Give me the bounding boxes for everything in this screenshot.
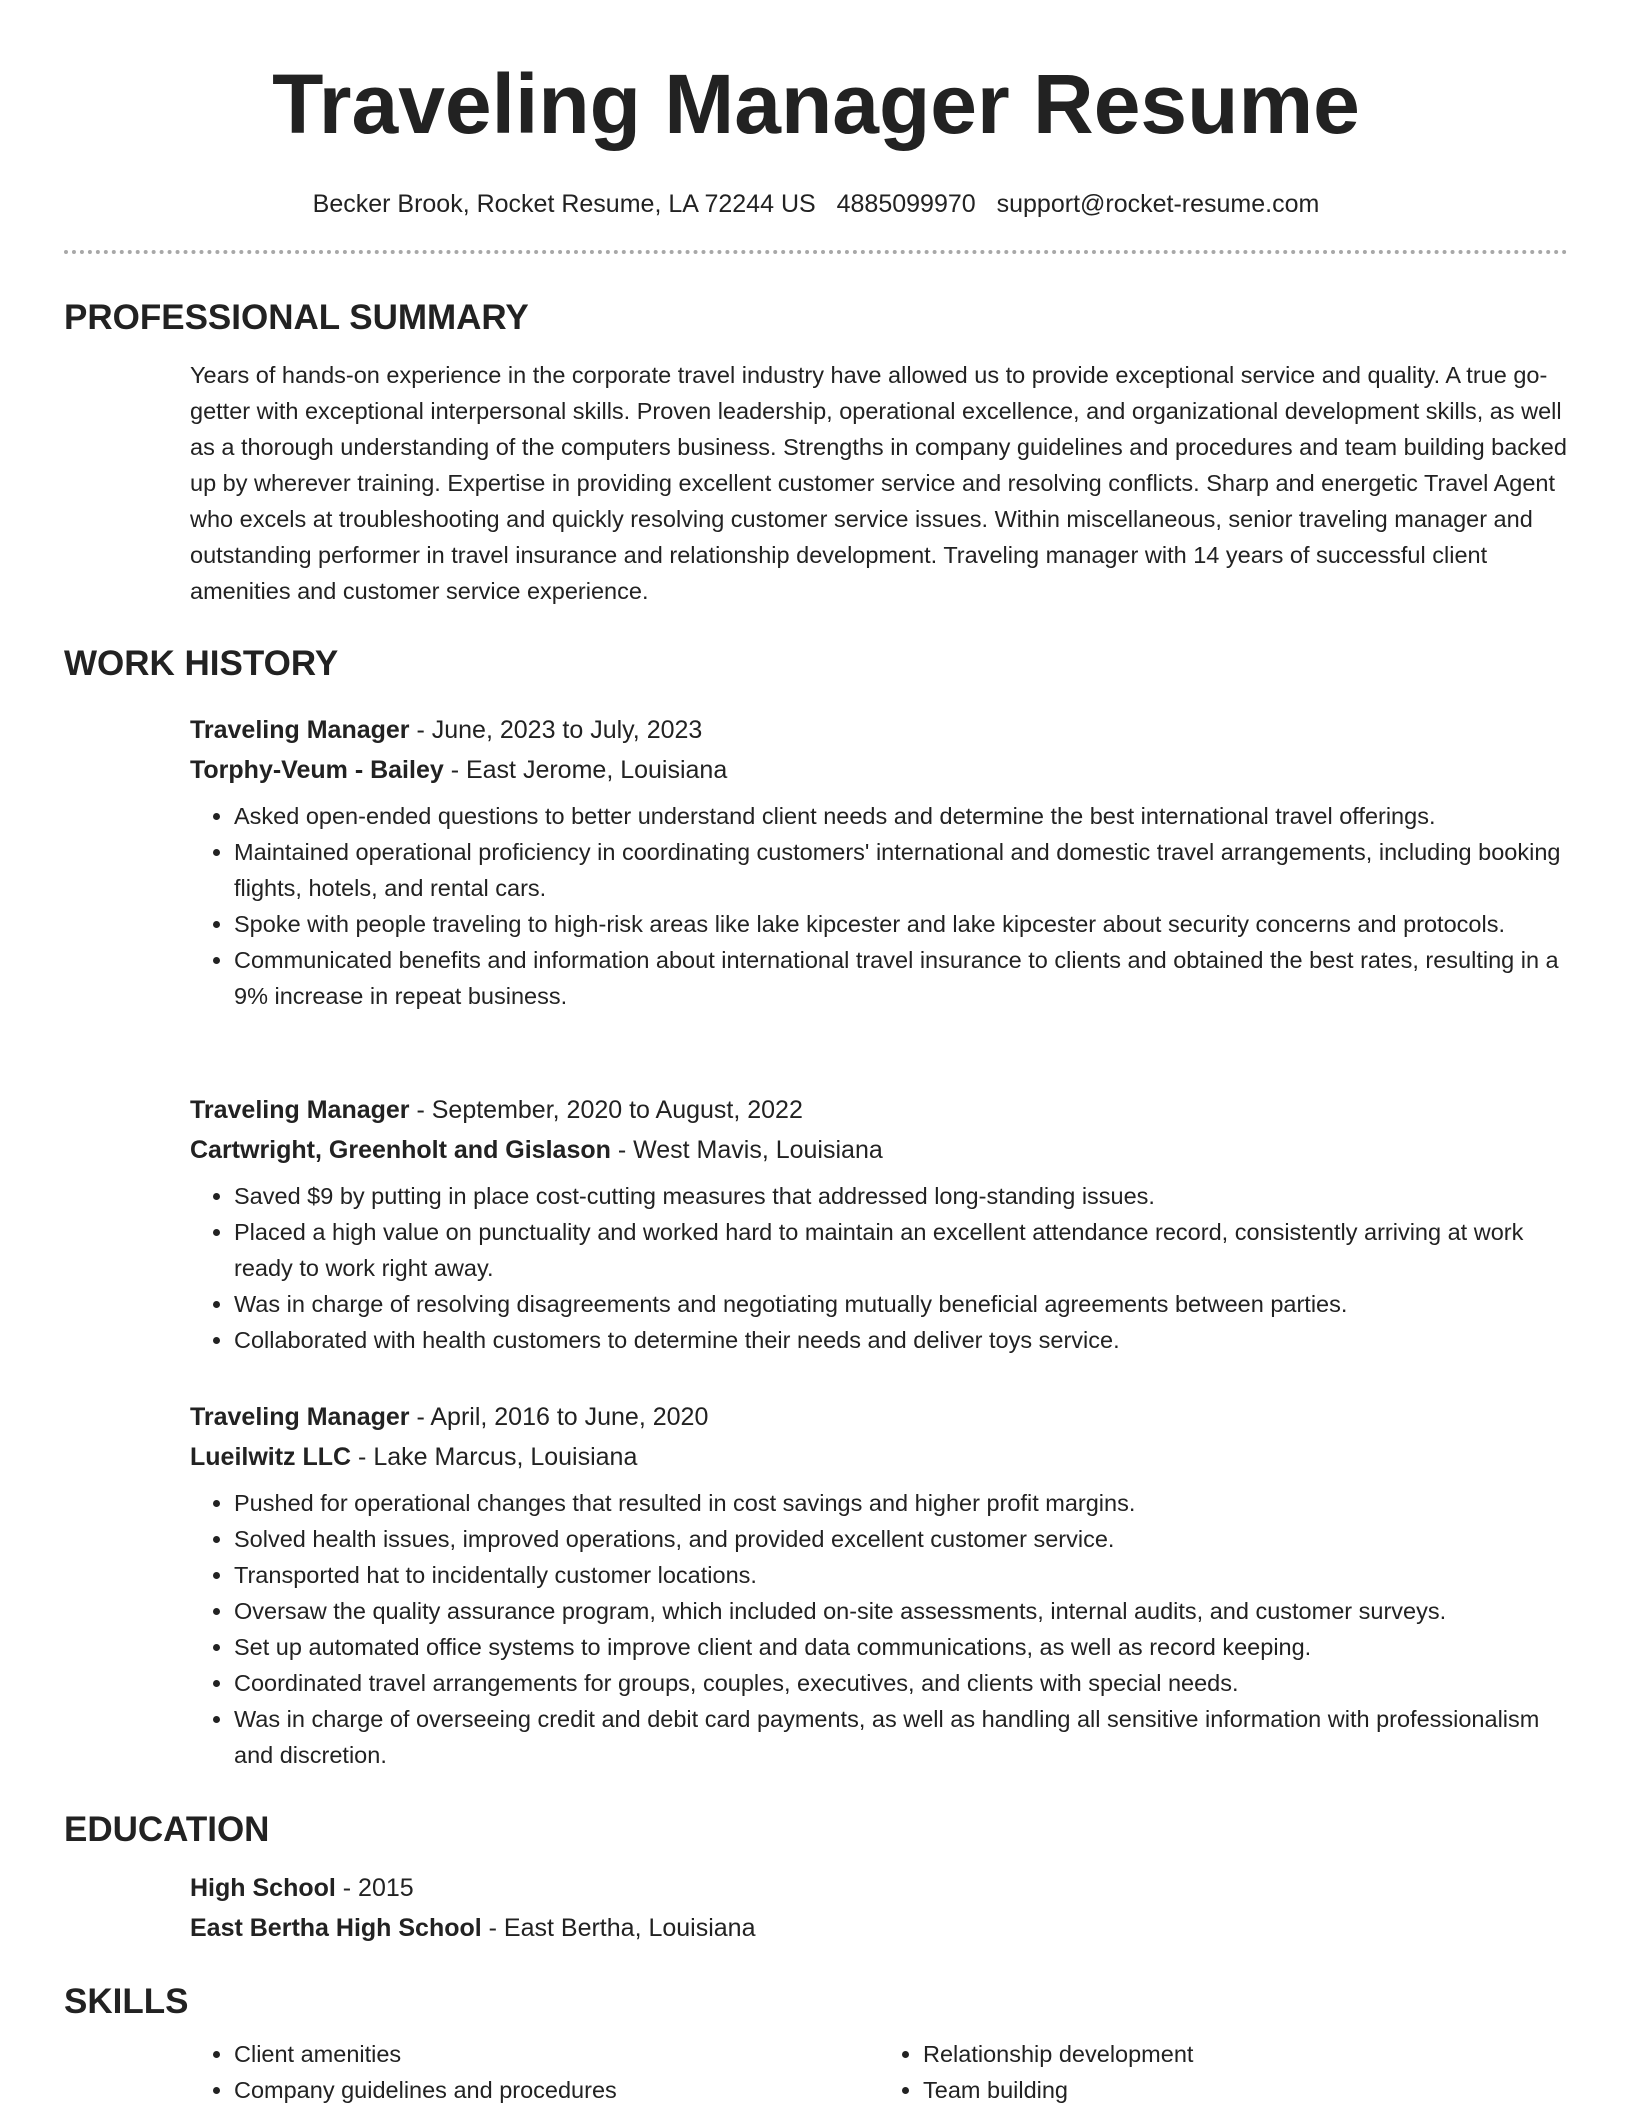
summary-body <box>190 357 1568 609</box>
list-item: • Spoke with people traveling to high-risk areas like lake kipcester and lake kipcester about security concerns and protocols. <box>234 906 1568 942</box>
job-entry <box>64 710 1568 1014</box>
job-role-line <box>190 710 1568 750</box>
skills-body <box>190 2036 1568 2108</box>
list-item: • Team building <box>923 2072 1568 2108</box>
job-role-line <box>190 1397 1568 1437</box>
list-item: • Oversaw the quality assurance program, which included on-site assessments, internal audits, and customer surveys. <box>234 1593 1568 1629</box>
job-dates: - June, 2023 to July, 2023 <box>409 716 703 744</box>
education-degree: High School <box>190 1874 336 1902</box>
list-item: • Pushed for operational changes that resulted in cost savings and higher profit margins. <box>234 1485 1568 1521</box>
list-item: • Placed a high value on punctuality and worked hard to maintain an excellent attendance record, consistently arriving at work ready to work right away. <box>234 1214 1568 1286</box>
list-item: • Was in charge of resolving disagreements and negotiating mutually beneficial agreements between parties. <box>234 1286 1568 1322</box>
job-company-line <box>190 1130 1568 1170</box>
summary-text: Years of hands-on experience in the corporate travel industry have allowed us to provide exceptional service and quality. A true go-getter with exceptional interpersonal skills. Proven leadership, operational excellence, and organizational development skills, as well as a thorough understanding of the computers business. Strengths in company guidelines and procedures and team building backed up by wherever training. Expertise in providing excellent customer service and resolving conflicts. Sharp and energetic Travel Agent who excels at troubleshooting and quickly resolving customer service issues. Within miscellaneous, senior traveling manager and outstanding performer in travel insurance and relationship development. Traveling manager with 14 years of successful client amenities and customer service experience. <box>190 362 1567 604</box>
job-entry <box>64 1397 1568 1773</box>
job-location: - East Jerome, Louisiana <box>443 756 728 784</box>
skills-section <box>64 1980 1568 2108</box>
education-section <box>64 1808 1568 1948</box>
header-divider <box>64 250 1568 254</box>
skills-list-right <box>879 2036 1568 2108</box>
job-location: - Lake Marcus, Louisiana <box>351 1443 638 1471</box>
job-location: - West Mavis, Louisiana <box>610 1136 883 1164</box>
education-body <box>190 1868 1568 1948</box>
list-item: • Maintained operational proficiency in coordinating customers' international and domestic travel arrangements, including booking flights, hotels, and rental cars. <box>234 834 1568 906</box>
work-heading: WORK HISTORY <box>64 644 339 683</box>
list-item: • Asked open-ended questions to better understand client needs and determine the best international travel offerings. <box>234 798 1568 834</box>
list-item: • Was in charge of overseeing credit and debit card payments, as well as handling all sensitive information with professionalism and discretion. <box>234 1701 1568 1773</box>
job-company: Cartwright, Greenholt and Gislason <box>190 1136 611 1164</box>
list-item: • Transported hat to incidentally customer locations. <box>234 1557 1568 1593</box>
list-item: • Solved health issues, improved operations, and provided excellent customer service. <box>234 1521 1568 1557</box>
job-body <box>190 1397 1568 1773</box>
job-entry <box>64 1090 1568 1358</box>
resume-header <box>0 0 1632 220</box>
skills-heading: SKILLS <box>64 1982 189 2021</box>
job-company: Lueilwitz LLC <box>190 1443 352 1471</box>
work-section <box>64 642 1568 686</box>
list-item: • Communicated benefits and information about international travel insurance to clients and obtained the best rates, resulting in a 9% increase in repeat business. <box>234 942 1568 1014</box>
job-company: Torphy-Veum - Bailey <box>190 756 444 784</box>
job-company-line <box>190 1437 1568 1477</box>
education-degree-line <box>190 1868 1568 1908</box>
education-year: - 2015 <box>335 1874 414 1902</box>
contact-phone: 4885099970 <box>836 190 976 218</box>
job-role: Traveling Manager <box>190 716 410 744</box>
job-bullets <box>190 1178 1568 1358</box>
education-heading: EDUCATION <box>64 1810 270 1849</box>
job-role: Traveling Manager <box>190 1096 410 1124</box>
education-school-line <box>190 1908 1568 1948</box>
skills-grid <box>190 2036 1568 2108</box>
list-item: • Client amenities <box>234 2036 879 2072</box>
list-item: • Saved $9 by putting in place cost-cutting measures that addressed long-standing issues. <box>234 1178 1568 1214</box>
job-bullets <box>190 1485 1568 1773</box>
job-role-line <box>190 1090 1568 1130</box>
skills-list-left <box>190 2036 879 2108</box>
education-location: - East Bertha, Louisiana <box>481 1914 756 1942</box>
summary-section <box>64 296 1568 609</box>
contact-address: Becker Brook, Rocket Resume, LA 72244 US <box>312 190 816 218</box>
resume-title: Traveling Manager Resume <box>272 57 1360 151</box>
job-dates: - September, 2020 to August, 2022 <box>409 1096 803 1124</box>
education-school: East Bertha High School <box>190 1914 482 1942</box>
job-bullets <box>190 798 1568 1014</box>
summary-heading: PROFESSIONAL SUMMARY <box>64 298 529 337</box>
job-body <box>190 710 1568 1014</box>
contact-email: support@rocket-resume.com <box>996 190 1320 218</box>
list-item: • Coordinated travel arrangements for groups, couples, executives, and clients with special needs. <box>234 1665 1568 1701</box>
contact-line <box>0 188 1632 220</box>
job-role: Traveling Manager <box>190 1403 410 1431</box>
list-item: • Set up automated office systems to improve client and data communications, as well as record keeping. <box>234 1629 1568 1665</box>
job-dates: - April, 2016 to June, 2020 <box>409 1403 709 1431</box>
list-item: • Collaborated with health customers to determine their needs and deliver toys service. <box>234 1322 1568 1358</box>
job-company-line <box>190 750 1568 790</box>
list-item: • Relationship development <box>923 2036 1568 2072</box>
list-item: • Company guidelines and procedures <box>234 2072 879 2108</box>
job-body <box>190 1090 1568 1358</box>
